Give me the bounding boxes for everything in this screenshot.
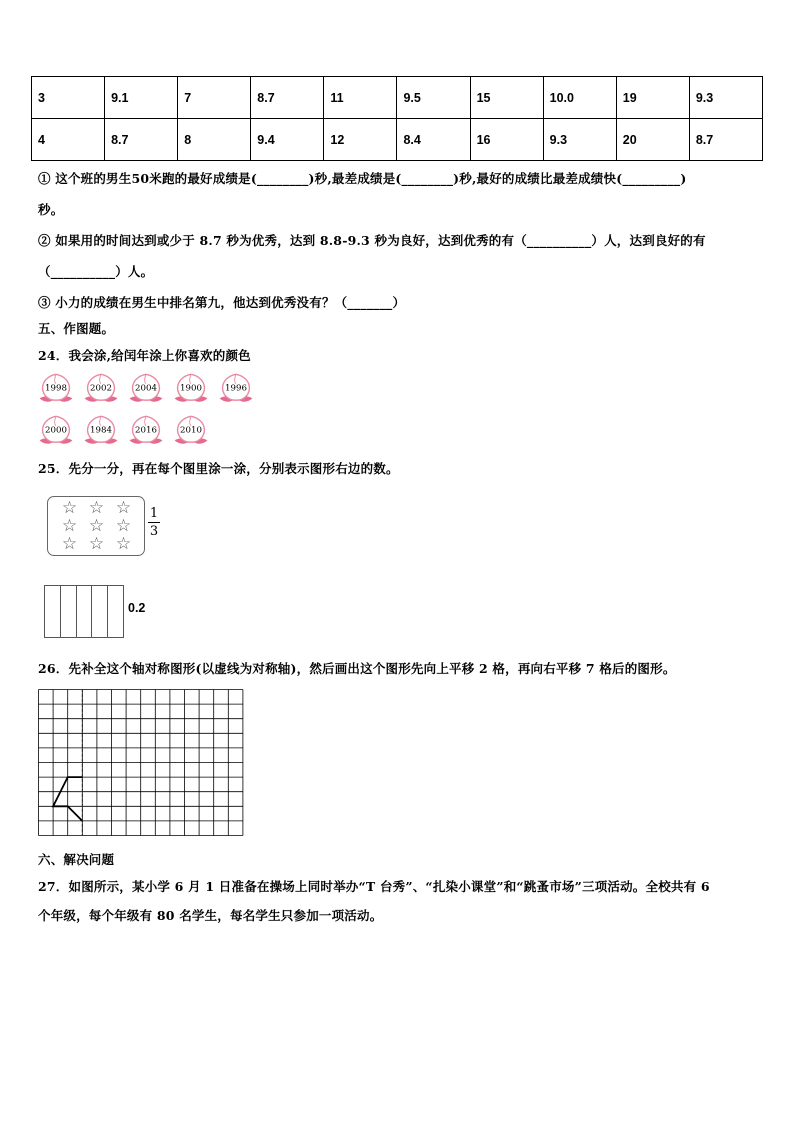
rectangle-part	[108, 586, 123, 637]
table-cell: 19	[616, 77, 689, 119]
table-cell: 4	[32, 119, 105, 161]
q23-sub3: ③ 小力的成绩在男生中排名第九，他达到优秀没有？（_______）	[38, 295, 406, 310]
section-5-heading: 五、作图题。	[38, 321, 115, 336]
q23-sub1-line2: 秒。	[38, 202, 64, 217]
star-icon: ☆	[88, 534, 105, 554]
score-table	[31, 76, 763, 161]
rectangle-part	[45, 586, 61, 637]
rectangle-part	[77, 586, 93, 637]
table-row	[32, 77, 763, 119]
five-part-rectangle	[44, 585, 124, 638]
section-6-heading: 六、解决问题	[38, 852, 115, 867]
star-icon: ☆	[61, 516, 78, 536]
q25-text: 25．先分一分，再在每个图里涂一涂，分别表示图形右边的数。	[38, 461, 399, 476]
fraction	[148, 506, 160, 539]
table-cell: 9.4	[251, 119, 324, 161]
fraction-denominator: 3	[149, 524, 159, 539]
peach-icon[interactable]	[217, 370, 255, 408]
stars-box	[47, 496, 145, 556]
peach-icon[interactable]	[127, 412, 165, 450]
peach-icon[interactable]	[37, 412, 75, 450]
peach-icon[interactable]	[172, 370, 210, 408]
star-grid	[56, 500, 140, 553]
peach-icon[interactable]	[37, 370, 75, 408]
table-cell: 11	[324, 77, 397, 119]
q24-text: 24．我会涂,给闰年涂上你喜欢的颜色	[38, 348, 251, 363]
table-cell: 10.0	[543, 77, 616, 119]
star-icon: ☆	[61, 498, 78, 518]
peach-year: 1996	[225, 383, 247, 394]
peach-year: 1900	[180, 383, 202, 394]
peach-year: 2000	[45, 425, 67, 436]
table-cell: 8.7	[105, 119, 178, 161]
decimal-label: 0.2	[128, 601, 146, 615]
peach-year: 1984	[90, 425, 112, 436]
table-cell: 12	[324, 119, 397, 161]
rectangle-part	[61, 586, 77, 637]
q23-sub2-line2: （__________）人。	[38, 264, 154, 279]
star-icon: ☆	[115, 534, 132, 554]
table-cell: 7	[178, 77, 251, 119]
q26-text: 26．先补全这个轴对称图形(以虚线为对称轴)，然后画出这个图形先向上平移 2 格，再向右平移 7 格后的图形。	[38, 661, 676, 676]
table-cell: 16	[470, 119, 543, 161]
star-icon: ☆	[88, 516, 105, 536]
table-cell: 9.3	[689, 77, 762, 119]
peach-year: 1998	[45, 383, 67, 394]
rectangle-part	[92, 586, 108, 637]
table-cell: 8.7	[689, 119, 762, 161]
peach-icon[interactable]	[82, 412, 120, 450]
fraction-bar	[148, 522, 160, 523]
table-cell: 20	[616, 119, 689, 161]
table-row	[32, 119, 763, 161]
table-cell: 15	[470, 77, 543, 119]
peach-icon[interactable]	[127, 370, 165, 408]
table-cell: 8	[178, 119, 251, 161]
star-icon: ☆	[115, 516, 132, 536]
q27-line1: 27．如图所示，某小学 6 月 1 日准备在操场上同时举办“T 台秀”、“扎染小课堂”和“跳蚤市场”三项活动。全校共有 6	[38, 879, 710, 894]
q23-sub2-line1: ② 如果用的时间达到或少于 8.7 秒为优秀，达到 8.8-9.3 秒为良好，达到优秀的有（__________）人，达到良好的有	[38, 233, 706, 248]
drawing-grid	[38, 689, 244, 843]
fraction-numerator: 1	[149, 506, 159, 521]
grid-svg	[38, 689, 244, 839]
peach-icon[interactable]	[172, 412, 210, 450]
peach-year: 2004	[135, 383, 157, 394]
table-cell: 8.4	[397, 119, 470, 161]
star-icon: ☆	[61, 534, 78, 554]
peach-year: 2010	[180, 425, 202, 436]
q23-sub1-line1: ① 这个班的男生50米跑的最好成绩是(________)秒,最差成绩是(________)秒,最好的成绩比最差成绩快(_________)	[38, 171, 687, 186]
table-cell: 8.7	[251, 77, 324, 119]
peach-year: 2002	[90, 383, 112, 394]
table-cell: 9.5	[397, 77, 470, 119]
peach-year: 2016	[135, 425, 157, 436]
q27-line2: 个年级，每个年级有 80 名学生，每名学生只参加一项活动。	[38, 908, 383, 923]
table-cell: 9.1	[105, 77, 178, 119]
peach-icon[interactable]	[82, 370, 120, 408]
star-icon: ☆	[88, 498, 105, 518]
table-cell: 3	[32, 77, 105, 119]
table-cell: 9.3	[543, 119, 616, 161]
star-icon: ☆	[115, 498, 132, 518]
